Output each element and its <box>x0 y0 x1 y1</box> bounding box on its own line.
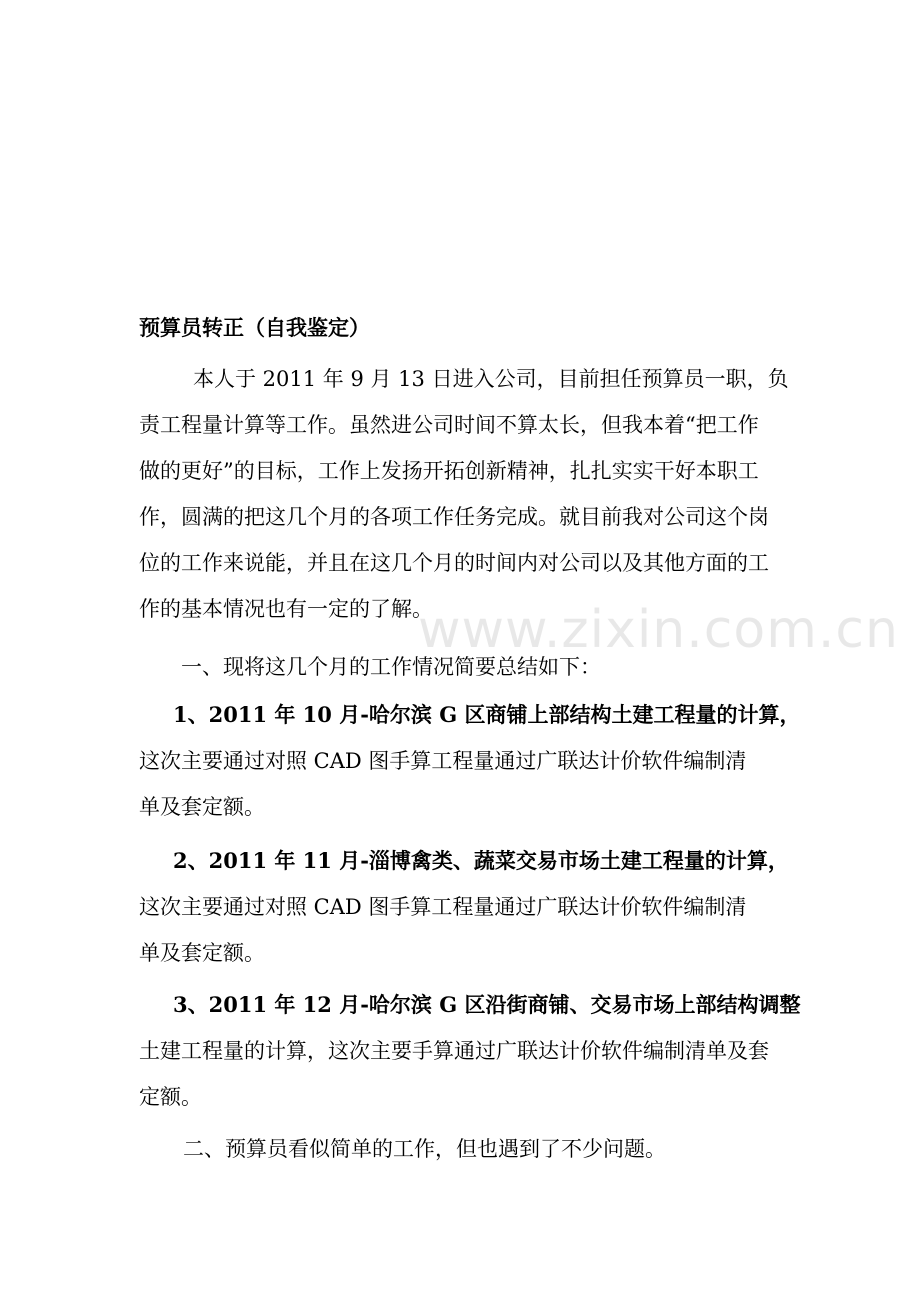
section-heading-text: 一、现将这几个月的工作情况简要总结如下： <box>181 655 601 679</box>
work-item-line: 土建工程量的计算，这次主要手算通过广联达计价软件编制清单及套 <box>139 1039 769 1063</box>
intro-line: 位的工作来说能，并且在这几个月的时间内对公司以及其他方面的工 <box>139 551 769 575</box>
intro-line: 责工程量计算等工作。虽然进公司时间不算太长，但我本着“把工作 <box>139 413 759 437</box>
work-item-1 <box>139 692 801 830</box>
work-item-3 <box>139 982 801 1120</box>
work-item-line: 定额。 <box>139 1085 202 1109</box>
watermark: www.zixin.com.cn <box>418 600 899 660</box>
intro-line: 作的基本情况也有一定的了解。 <box>139 597 433 621</box>
work-item-line: 3、2011 年 12 月-哈尔滨 G 区沿街商铺、交易市场上部结构调整 <box>173 992 801 1017</box>
document-title: 预算员转正（自我鉴定） <box>139 315 370 340</box>
intro-line: 做的更好”的目标，工作上发扬开拓创新精神，扎扎实实干好本职工 <box>139 459 759 483</box>
intro-paragraph <box>139 356 789 632</box>
section-heading-1 <box>139 644 789 690</box>
work-item-line: 这次主要通过对照 CAD 图手算工程量通过广联达计价软件编制清 <box>139 749 747 773</box>
work-item-line: 单及套定额。 <box>139 941 265 965</box>
section-heading-2 <box>139 1126 789 1172</box>
work-item-2 <box>139 838 789 976</box>
work-item-line: 2、2011 年 11 月-淄博禽类、蔬菜交易市场土建工程量的计算， <box>173 848 789 873</box>
work-item-line: 单及套定额。 <box>139 795 265 819</box>
section-heading-text: 二、预算员看似简单的工作，但也遇到了不少问题。 <box>183 1137 666 1161</box>
intro-line: 作，圆满的把这几个月的各项工作任务完成。就目前我对公司这个岗 <box>139 505 769 529</box>
intro-line: 本人于 2011 年 9 月 13 日进入公司，目前担任预算员一职，负 <box>193 367 789 391</box>
work-item-line: 1、2011 年 10 月-哈尔滨 G 区商铺上部结构土建工程量的计算， <box>173 702 801 727</box>
work-item-line: 这次主要通过对照 CAD 图手算工程量通过广联达计价软件编制清 <box>139 895 747 919</box>
